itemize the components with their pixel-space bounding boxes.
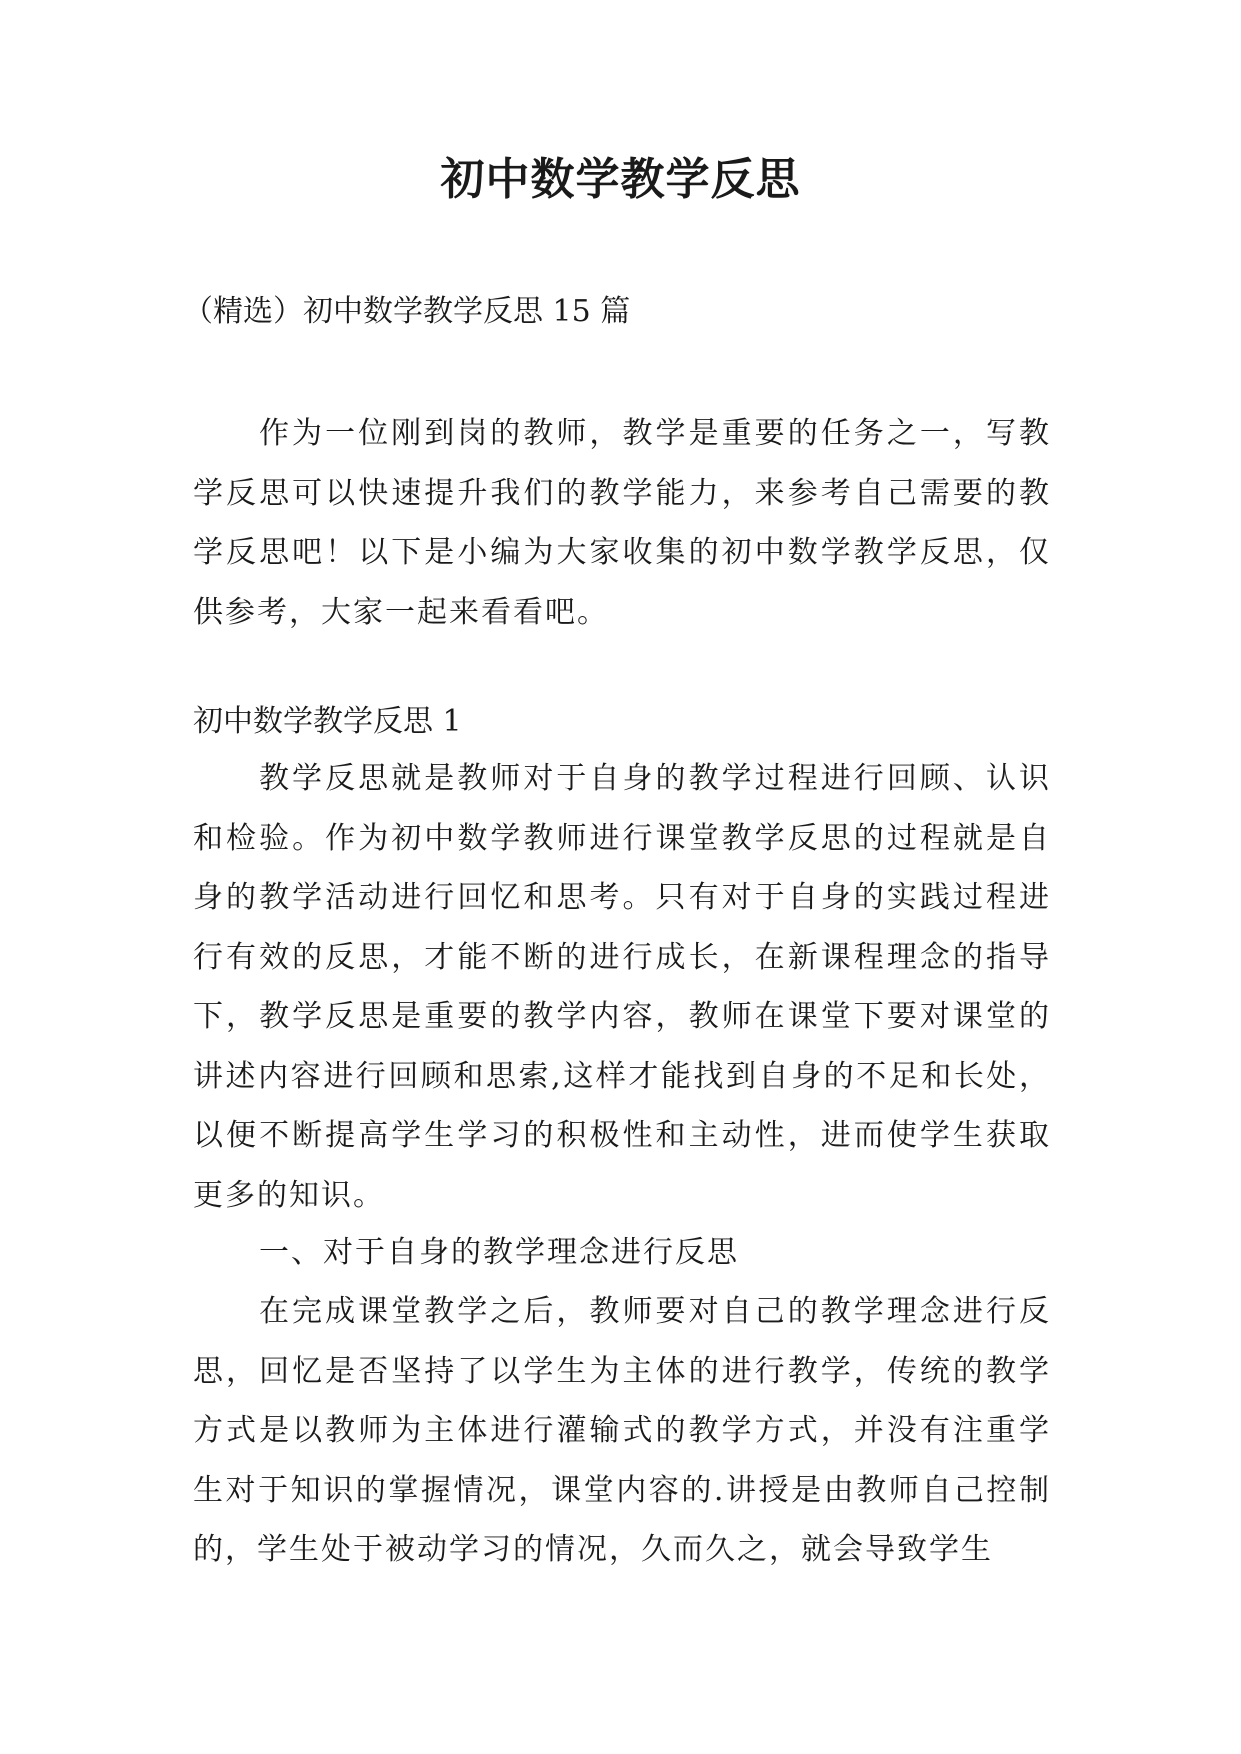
section-paragraph-2: 在完成课堂教学之后，教师要对自己的教学理念进行反思，回忆是否坚持了以学生为主体的进行教学，传统的教学方式是以教师为主体进行灌输式的教学方式，并没有注重学生对于知识的掌握情况，课堂内容的.讲授是由教师自己控制的，学生处于被动学习的情况，久而久之，就会导致学生 <box>193 1294 1051 1567</box>
intro-paragraph: 作为一位刚到岗的教师，教学是重要的任务之一，写教学反思可以快速提升我们的教学能力，来参考自己需要的教学反思吧！以下是小编为大家收集的初中数学教学反思，仅供参考，大家一起来看看吧。 <box>193 416 1051 630</box>
document-title: 初中数学教学反思 <box>440 154 801 205</box>
section-paragraph: 教学反思就是教师对于自身的教学过程进行回顾、认识和检验。作为初中数学教师进行课堂教学反思的过程就是自身的教学活动进行回忆和思考。只有对于自身的实践过程进行有效的反思，才能不断的进行成长，在新课程理念的指导下，教学反思是重要的教学内容，教师在课堂下要对课堂的讲述内容进行回顾和思索,这样才能找到自身的不足和长处，以便不断提高学生学习的积极性和主动性，进而使学生获取更多的知识。 <box>193 761 1051 1213</box>
section-heading: 初中数学教学反思 1 <box>193 704 462 739</box>
section-subheading: 一、对于自身的教学理念进行反思 <box>259 1235 739 1270</box>
document-subtitle: （精选）初中数学教学反思 15 篇 <box>183 294 631 329</box>
